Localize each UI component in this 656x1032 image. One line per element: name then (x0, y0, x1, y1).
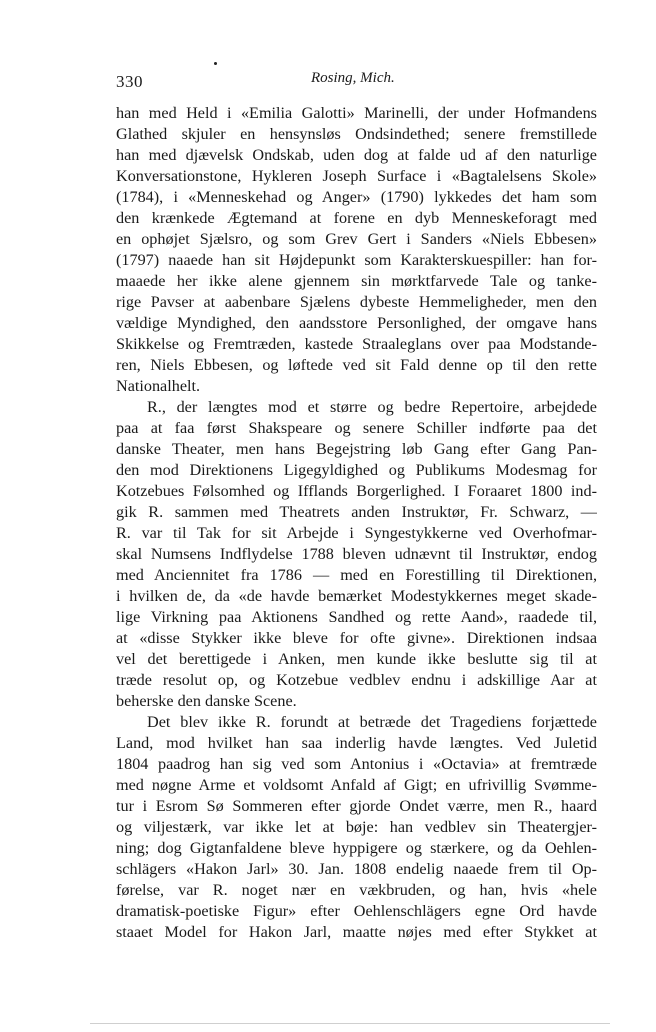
page-edge-line (90, 1023, 610, 1024)
text-line: Glathed skjuler en hensynsløs Ondsindethed; senere fremstillede (116, 125, 597, 143)
text-line: ning; dog Gigtanfaldene bleve hyppigere og stærkere, og da Oehlen- (116, 839, 597, 857)
text-line: (1797) naaede han sit Højdepunkt som Karakterskuespiller: han for- (116, 251, 597, 269)
text-line: beherske den danske Scene. (116, 692, 297, 710)
text-line: lige Virkning paa Aktionens Sandhed og rette Aand», raadede til, (116, 608, 597, 626)
text-line: R. var til Tak for sit Arbejde i Syngestykkerne ved Overhofmar- (116, 524, 597, 542)
text-line: ren, Niels Ebbesen, og løftede ved sit Fald denne op til den rette (116, 356, 597, 374)
text-line: førelse, var R. noget nær en vækbruden, og han, hvis «hele (116, 881, 597, 899)
page-number: 330 (116, 72, 143, 91)
text-line: han med djævelsk Ondskab, uden dog at falde ud af den naturlige (116, 146, 597, 164)
paragraph-list (116, 103, 597, 943)
text-line: han med Held i «Emilia Galotti» Marinelli, der under Hofmandens (116, 104, 597, 122)
text-line: paa at faa først Shakspeare og senere Schiller indførte paa det (116, 419, 597, 437)
text-line: at «disse Stykker ikke bleve for ofte givne». Direktionen indsaa (116, 629, 597, 647)
text-line: schlägers «Hakon Jarl» 30. Jan. 1808 endelig naaede frem til Op- (116, 860, 597, 878)
paragraph (116, 397, 597, 712)
text-line: Skikkelse og Fremtræden, kastede Straaleglans over paa Modstande- (116, 335, 597, 353)
text-line: maaede her ikke alene gjennem sin mørktfarvede Tale og tanke- (116, 272, 597, 290)
text-line: danske Theater, men hans Begejstring løb Gang efter Gang Pan- (116, 440, 597, 458)
text-line: den mod Direktionens Ligegyldighed og Publikums Modesmag for (116, 461, 597, 479)
text-line: staaet Model for Hakon Jarl, maatte nøjes med efter Stykket at (116, 923, 597, 941)
text-line: med Anciennitet fra 1786 — med en Forestilling til Direktionen, (116, 566, 597, 584)
text-line: i hvilken de, da «de havde bemærket Modestykkernes meget skade- (116, 587, 597, 605)
text-line: tur i Esrom Sø Sommeren efter gjorde Ondet værre, men R., haard (116, 797, 597, 815)
running-head-title: Rosing, Mich. (311, 70, 395, 86)
text-line: R., der længtes mod et større og bedre Repertoire, arbejdede (147, 398, 597, 416)
text-line: skal Numsens Indflydelse 1788 bleven udnævnt til Instruktør, endog (116, 545, 597, 563)
text-line: Nationalhelt. (116, 377, 201, 395)
text-line: den krænkede Ægtemand at forene en dyb Menneskeforagt med (116, 209, 597, 227)
paragraph (116, 712, 597, 943)
printer-mark (214, 62, 217, 65)
text-line: med nøgne Arme et voldsomt Anfald af Gigt; en ufrivillig Svømme- (116, 776, 597, 794)
text-line: Konversationstone, Hykleren Joseph Surface i «Bagtalelsens Skole» (116, 167, 597, 185)
text-line: Kotzebues Følsomhed og Ifflands Borgerlighed. I Foraaret 1800 ind- (116, 482, 597, 500)
text-line: vældige Myndighed, den aandsstore Personlighed, der omgave hans (116, 314, 597, 332)
text-line: Land, mod hvilket han saa inderlig havde længtes. Ved Juletid (116, 734, 597, 752)
running-head (116, 68, 596, 92)
text-line: vel det berettigede i Anken, men kunde ikke beslutte sig til at (116, 650, 597, 668)
text-line: (1784), i «Menneskehad og Anger» (1790) lykkedes det ham som (116, 188, 597, 206)
text-line: Det blev ikke R. forundt at betræde det Tragediens forjættede (147, 713, 597, 731)
text-line: og viljestærk, var ikke let at bøje: han vedblev sin Theatergjer- (116, 818, 597, 836)
body-text (116, 103, 597, 943)
text-line: træde resolut op, og Kotzebue vedblev endnu i adskillige Aar at (116, 671, 597, 689)
text-line: 1804 paadrog han sig ved som Antonius i «Octavia» at fremtræde (116, 755, 597, 773)
text-line: en ophøjet Sjælsro, og som Grev Gert i Sanders «Niels Ebbesen» (116, 230, 597, 248)
text-line: rige Pavser at aabenbare Sjælens dybeste Hemmeligheder, men den (116, 293, 597, 311)
text-line: dramatisk-poetiske Figur» efter Oehlenschlägers egne Ord havde (116, 902, 597, 920)
text-line: gik R. sammen med Theatrets anden Instruktør, Fr. Schwarz, — (116, 503, 597, 521)
paragraph (116, 103, 597, 397)
